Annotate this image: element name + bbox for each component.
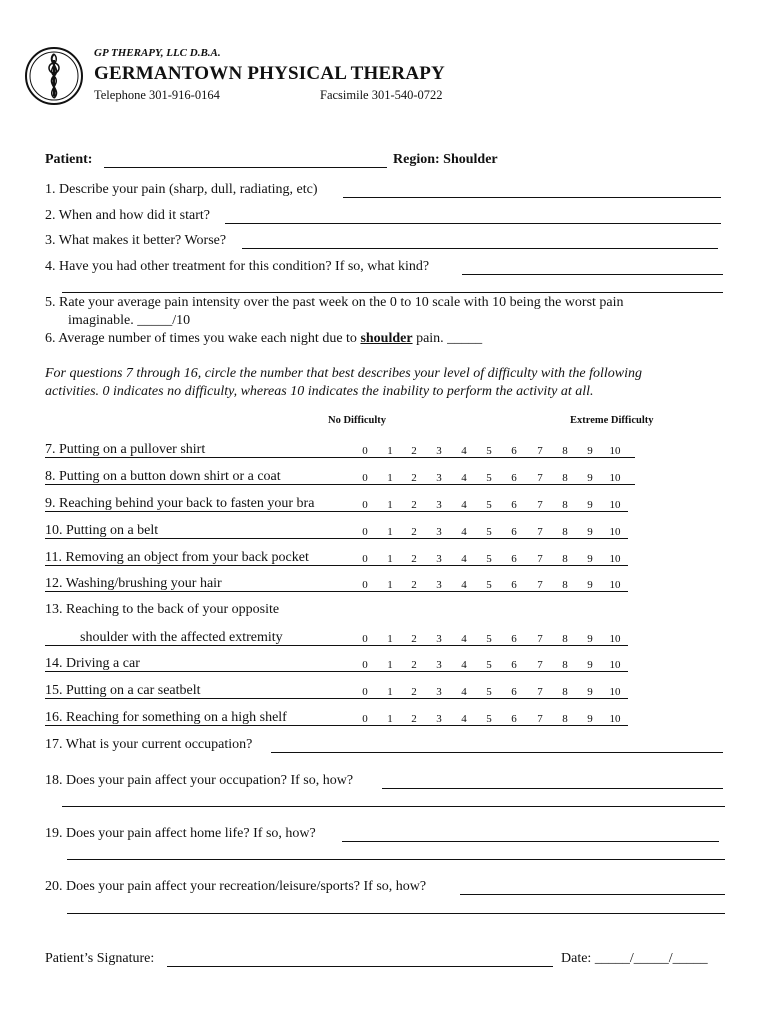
answer-17-field[interactable] bbox=[271, 752, 723, 753]
telephone: Telephone 301-916-0164 bbox=[94, 88, 220, 102]
activity-row-line bbox=[45, 538, 628, 539]
difficulty-option[interactable]: 4 bbox=[461, 633, 467, 645]
difficulty-option[interactable]: 9 bbox=[587, 499, 593, 511]
activity-label: 16. Reaching for something on a high shelf bbox=[45, 710, 287, 725]
activity-label: 8. Putting on a button down shirt or a coat bbox=[45, 469, 281, 484]
difficulty-option[interactable]: 1 bbox=[387, 686, 393, 698]
difficulty-option[interactable]: 0 bbox=[362, 633, 368, 645]
question-4: 4. Have you had other treatment for this condition? If so, what kind? bbox=[45, 259, 430, 274]
instructions-line-2: activities. 0 indicates no difficulty, whereas 10 indicates the inability to perform the activity at all. bbox=[45, 384, 594, 399]
difficulty-option[interactable]: 7 bbox=[537, 445, 543, 457]
answer-20-field[interactable] bbox=[460, 894, 725, 895]
difficulty-option[interactable]: 8 bbox=[562, 499, 568, 511]
difficulty-option[interactable]: 2 bbox=[411, 472, 417, 484]
difficulty-option[interactable]: 1 bbox=[387, 659, 393, 671]
difficulty-option[interactable]: 10 bbox=[609, 472, 621, 484]
difficulty-option[interactable]: 5 bbox=[486, 659, 492, 671]
difficulty-option[interactable]: 8 bbox=[562, 472, 568, 484]
activity-label: 10. Putting on a belt bbox=[45, 523, 159, 538]
facsimile: Facsimile 301-540-0722 bbox=[320, 88, 443, 102]
difficulty-option[interactable]: 5 bbox=[486, 445, 492, 457]
difficulty-option[interactable]: 6 bbox=[511, 579, 517, 591]
question-5: 5. Rate your average pain intensity over the past week on the 0 to 10 scale with 10 being the worst pain bbox=[45, 295, 624, 310]
difficulty-option[interactable]: 8 bbox=[562, 445, 568, 457]
activity-row-line bbox=[45, 565, 628, 566]
difficulty-option[interactable]: 1 bbox=[387, 445, 393, 457]
difficulty-option[interactable]: 8 bbox=[562, 686, 568, 698]
difficulty-option[interactable]: 0 bbox=[362, 659, 368, 671]
difficulty-option[interactable]: 3 bbox=[436, 686, 442, 698]
difficulty-option[interactable]: 7 bbox=[537, 686, 543, 698]
question-2: 2. When and how did it start? bbox=[45, 208, 210, 223]
difficulty-option[interactable]: 7 bbox=[537, 633, 543, 645]
question-5-rating[interactable]: imaginable. _____/10 bbox=[68, 313, 191, 328]
difficulty-option[interactable]: 0 bbox=[362, 713, 368, 725]
difficulty-option[interactable]: 2 bbox=[411, 553, 417, 565]
difficulty-option[interactable]: 10 bbox=[609, 445, 621, 457]
difficulty-option[interactable]: 3 bbox=[436, 579, 442, 591]
difficulty-option[interactable]: 2 bbox=[411, 526, 417, 538]
difficulty-option[interactable]: 3 bbox=[436, 499, 442, 511]
difficulty-option[interactable]: 3 bbox=[436, 633, 442, 645]
question-20: 20. Does your pain affect your recreation/leisure/sports? If so, how? bbox=[45, 879, 427, 894]
activity-label: shoulder with the affected extremity bbox=[80, 630, 283, 645]
activity-row-line bbox=[45, 671, 628, 672]
difficulty-option[interactable]: 6 bbox=[511, 659, 517, 671]
question-18: 18. Does your pain affect your occupation? If so, how? bbox=[45, 773, 354, 788]
difficulty-option[interactable]: 5 bbox=[486, 553, 492, 565]
answer-20-extra-field[interactable] bbox=[67, 913, 725, 914]
difficulty-option[interactable]: 0 bbox=[362, 499, 368, 511]
difficulty-option[interactable]: 9 bbox=[587, 445, 593, 457]
difficulty-option[interactable]: 1 bbox=[387, 526, 393, 538]
activity-label: 11. Removing an object from your back pocket bbox=[45, 550, 309, 565]
activity-label: 9. Reaching behind your back to fasten your bra bbox=[45, 496, 315, 511]
activity-label: 12. Washing/brushing your hair bbox=[45, 576, 222, 591]
difficulty-option[interactable]: 9 bbox=[587, 633, 593, 645]
difficulty-option[interactable]: 1 bbox=[387, 713, 393, 725]
difficulty-option[interactable]: 5 bbox=[486, 686, 492, 698]
difficulty-option[interactable]: 5 bbox=[486, 472, 492, 484]
shoulder-keyword: shoulder bbox=[360, 331, 413, 346]
difficulty-option[interactable]: 2 bbox=[411, 579, 417, 591]
difficulty-option[interactable]: 8 bbox=[562, 553, 568, 565]
difficulty-option[interactable]: 9 bbox=[587, 659, 593, 671]
difficulty-option[interactable]: 7 bbox=[537, 526, 543, 538]
difficulty-option[interactable]: 10 bbox=[609, 713, 621, 725]
difficulty-option[interactable]: 10 bbox=[609, 659, 621, 671]
difficulty-option[interactable]: 0 bbox=[362, 579, 368, 591]
difficulty-option[interactable]: 4 bbox=[461, 472, 467, 484]
difficulty-option[interactable]: 7 bbox=[537, 499, 543, 511]
difficulty-option[interactable]: 4 bbox=[461, 713, 467, 725]
difficulty-option[interactable]: 5 bbox=[486, 713, 492, 725]
difficulty-option[interactable]: 10 bbox=[609, 579, 621, 591]
scale-low-label: No Difficulty bbox=[328, 415, 387, 426]
difficulty-option[interactable]: 9 bbox=[587, 472, 593, 484]
clinic-logo-icon bbox=[24, 46, 84, 106]
difficulty-option[interactable]: 2 bbox=[411, 686, 417, 698]
difficulty-option[interactable]: 6 bbox=[511, 526, 517, 538]
activity-row-line bbox=[45, 511, 628, 512]
difficulty-option[interactable]: 1 bbox=[387, 472, 393, 484]
difficulty-option[interactable]: 9 bbox=[587, 553, 593, 565]
difficulty-option[interactable]: 1 bbox=[387, 579, 393, 591]
question-17: 17. What is your current occupation? bbox=[45, 737, 253, 752]
difficulty-option[interactable]: 5 bbox=[486, 526, 492, 538]
difficulty-option[interactable]: 6 bbox=[511, 445, 517, 457]
difficulty-option[interactable]: 7 bbox=[537, 659, 543, 671]
clinic-title: GERMANTOWN PHYSICAL THERAPY bbox=[94, 63, 445, 84]
difficulty-option[interactable]: 5 bbox=[486, 633, 492, 645]
difficulty-option[interactable]: 8 bbox=[562, 526, 568, 538]
difficulty-option[interactable]: 10 bbox=[609, 686, 621, 698]
activity-label: 15. Putting on a car seatbelt bbox=[45, 683, 201, 698]
difficulty-option[interactable]: 2 bbox=[411, 713, 417, 725]
activity-row-line bbox=[45, 725, 628, 726]
difficulty-option[interactable]: 7 bbox=[537, 472, 543, 484]
difficulty-option[interactable]: 6 bbox=[511, 686, 517, 698]
difficulty-option[interactable]: 1 bbox=[387, 633, 393, 645]
activity-label: 14. Driving a car bbox=[45, 656, 140, 671]
signature-label: Patient’s Signature: bbox=[45, 951, 155, 966]
difficulty-option[interactable]: 6 bbox=[511, 499, 517, 511]
difficulty-option[interactable]: 1 bbox=[387, 553, 393, 565]
difficulty-option[interactable]: 8 bbox=[562, 659, 568, 671]
difficulty-option[interactable]: 4 bbox=[461, 499, 467, 511]
question-19: 19. Does your pain affect home life? If so, how? bbox=[45, 826, 316, 841]
answer-2-field[interactable] bbox=[225, 223, 721, 224]
difficulty-option[interactable]: 4 bbox=[461, 579, 467, 591]
question-1: 1. Describe your pain (sharp, dull, radiating, etc) bbox=[45, 182, 318, 197]
activity-row-line bbox=[45, 484, 635, 485]
difficulty-option[interactable]: 3 bbox=[436, 526, 442, 538]
activity-row-line bbox=[45, 698, 628, 699]
difficulty-option[interactable]: 2 bbox=[411, 499, 417, 511]
difficulty-option[interactable]: 3 bbox=[436, 472, 442, 484]
difficulty-option[interactable]: 8 bbox=[562, 579, 568, 591]
patient-name-field[interactable] bbox=[104, 167, 387, 168]
difficulty-option[interactable]: 7 bbox=[537, 579, 543, 591]
question-3: 3. What makes it better? Worse? bbox=[45, 233, 227, 248]
difficulty-option[interactable]: 9 bbox=[587, 686, 593, 698]
difficulty-option[interactable]: 4 bbox=[461, 526, 467, 538]
company-name: GP THERAPY, LLC D.B.A. bbox=[94, 47, 221, 59]
answer-18-field[interactable] bbox=[382, 788, 723, 789]
activity-row-line bbox=[45, 591, 628, 592]
answer-18-extra-field[interactable] bbox=[62, 806, 725, 807]
difficulty-option[interactable]: 6 bbox=[511, 633, 517, 645]
difficulty-option[interactable]: 3 bbox=[436, 553, 442, 565]
answer-4-field[interactable] bbox=[462, 274, 723, 275]
difficulty-option[interactable]: 0 bbox=[362, 686, 368, 698]
difficulty-option[interactable]: 10 bbox=[609, 553, 621, 565]
difficulty-option[interactable]: 7 bbox=[537, 713, 543, 725]
difficulty-option[interactable]: 3 bbox=[436, 445, 442, 457]
difficulty-option[interactable]: 3 bbox=[436, 659, 442, 671]
difficulty-option[interactable]: 0 bbox=[362, 472, 368, 484]
difficulty-option[interactable]: 0 bbox=[362, 526, 368, 538]
difficulty-option[interactable]: 4 bbox=[461, 659, 467, 671]
difficulty-option[interactable]: 9 bbox=[587, 526, 593, 538]
difficulty-option[interactable]: 9 bbox=[587, 713, 593, 725]
difficulty-option[interactable]: 4 bbox=[461, 686, 467, 698]
scale-high-label: Extreme Difficulty bbox=[570, 415, 654, 426]
difficulty-option[interactable]: 0 bbox=[362, 445, 368, 457]
date-field[interactable]: Date: _____/_____/_____ bbox=[561, 951, 708, 966]
difficulty-option[interactable]: 10 bbox=[609, 526, 621, 538]
instructions-line-1: For questions 7 through 16, circle the number that best describes your level of difficulty with the following bbox=[45, 366, 642, 381]
difficulty-option[interactable]: 2 bbox=[411, 445, 417, 457]
patient-label: Patient: bbox=[45, 152, 93, 167]
difficulty-option[interactable]: 3 bbox=[436, 713, 442, 725]
difficulty-option[interactable]: 2 bbox=[411, 633, 417, 645]
activity-13-label: 13. Reaching to the back of your opposite bbox=[45, 602, 280, 617]
activity-label: 7. Putting on a pullover shirt bbox=[45, 442, 206, 457]
answer-19-extra-field[interactable] bbox=[67, 859, 725, 860]
difficulty-option[interactable]: 4 bbox=[461, 445, 467, 457]
difficulty-option[interactable]: 1 bbox=[387, 499, 393, 511]
difficulty-option[interactable]: 8 bbox=[562, 633, 568, 645]
answer-3-field[interactable] bbox=[242, 248, 718, 249]
difficulty-option[interactable]: 10 bbox=[609, 633, 621, 645]
difficulty-option[interactable]: 7 bbox=[537, 553, 543, 565]
question-6: 6. Average number of times you wake each night due to shoulder pain. _____ bbox=[45, 331, 483, 346]
activity-row-line bbox=[45, 645, 628, 646]
difficulty-option[interactable]: 2 bbox=[411, 659, 417, 671]
region-label: Region: Shoulder bbox=[393, 152, 498, 167]
difficulty-option[interactable]: 4 bbox=[461, 553, 467, 565]
difficulty-option[interactable]: 6 bbox=[511, 472, 517, 484]
answer-4-extra-field[interactable] bbox=[62, 292, 723, 293]
signature-field[interactable] bbox=[167, 966, 553, 967]
difficulty-option[interactable]: 9 bbox=[587, 579, 593, 591]
difficulty-option[interactable]: 5 bbox=[486, 579, 492, 591]
difficulty-option[interactable]: 8 bbox=[562, 713, 568, 725]
difficulty-option[interactable]: 5 bbox=[486, 499, 492, 511]
answer-19-field[interactable] bbox=[342, 841, 719, 842]
answer-1-field[interactable] bbox=[343, 197, 721, 198]
difficulty-option[interactable]: 6 bbox=[511, 713, 517, 725]
difficulty-option[interactable]: 6 bbox=[511, 553, 517, 565]
activity-row-line bbox=[45, 457, 635, 458]
difficulty-option[interactable]: 10 bbox=[609, 499, 621, 511]
difficulty-option[interactable]: 0 bbox=[362, 553, 368, 565]
